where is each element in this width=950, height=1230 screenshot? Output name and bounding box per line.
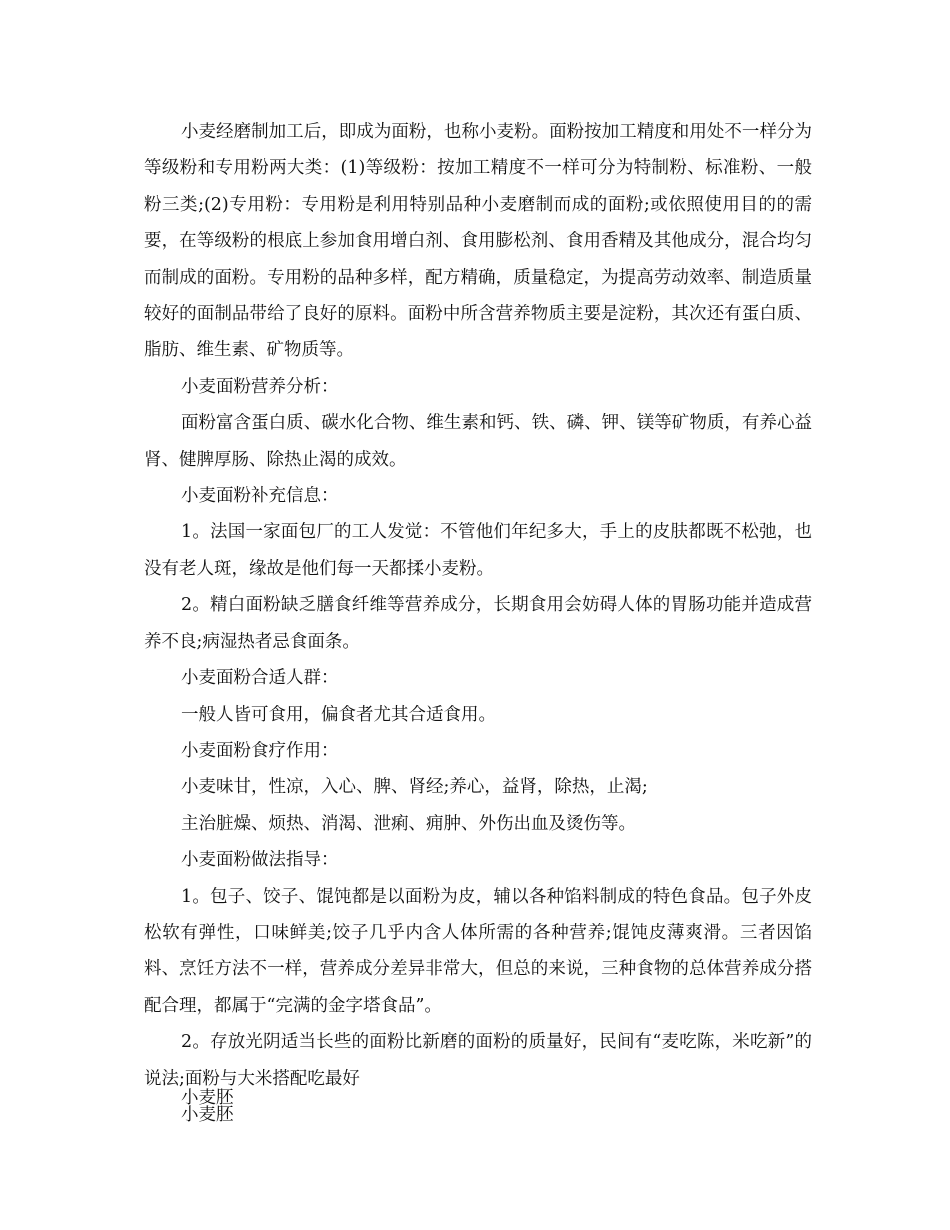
document-body — [144, 114, 812, 1133]
section-heading-wheat-germ: 小麦胚 — [181, 1104, 234, 1125]
cooking-item-1: 1。包子、饺子、馄饨都是以面粉为皮，辅以各种馅料制成的特色食品。包子外皮松软有弹性，口味鲜美;饺子几乎内含人体所需的各种营养;馄饨皮薄爽滑。三者因馅料、烹饪方法不一样，营养成分差异非常大，但总的来说，三种食物的总体营养成分搭配合理，都属于“完满的金字塔食品”。 — [144, 886, 812, 1016]
section-heading-therapy: 小麦面粉食疗作用： — [181, 740, 339, 761]
section-heading-nutrition: 小麦面粉营养分析： — [181, 376, 339, 397]
section-heading-supplement: 小麦面粉补充信息： — [181, 486, 339, 507]
supplement-item-1: 1。法国一家面包厂的工人发觉：不管他们年纪多大，手上的皮肤都既不松弛，也没有老人斑，缘故是他们每一天都揉小麦粉。 — [144, 522, 812, 579]
nutrition-paragraph: 面粉富含蛋白质、碳水化合物、维生素和钙、铁、磷、钾、镁等矿物质，有养心益肾、健脾厚肠、除热止渴的成效。 — [144, 413, 812, 470]
intro-paragraph: 小麦经磨制加工后，即成为面粉，也称小麦粉。面粉按加工精度和用处不一样分为等级粉和专用粉两大类：(1)等级粉：按加工精度不一样可分为特制粉、标准粉、一般粉三类;(2)专用粉：专用粉是利用特别品种小麦磨制而成的面粉;或依照使用目的的需要，在等级粉的根底上参加食用增白剂、食用膨松剂、食用香精及其他成分，混合均匀而制成的面粉。专用粉的品种多样，配方精确，质量稳定，为提高劳动效率、制造质量较好的面制品带给了良好的原料。面粉中所含营养物质主要是淀粉，其次还有蛋白质、脂肪、维生素、矿物质等。 — [144, 122, 812, 361]
suitable-people-paragraph: 一般人皆可食用，偏食者尤其合适食用。 — [181, 704, 496, 725]
section-heading-suitable-people: 小麦面粉合适人群： — [181, 668, 339, 689]
therapy-line-1: 小麦味甘，性凉，入心、脾、肾经;养心，益肾，除热，止渴; — [181, 777, 648, 798]
supplement-item-2: 2。精白面粉缺乏膳食纤维等营养成分，长期食用会妨碍人体的胃肠功能并造成营养不良;病湿热者忌食面条。 — [144, 595, 812, 652]
page-bottom-heading: 小麦胚 — [181, 1088, 234, 1108]
section-heading-cooking: 小麦面粉做法指导： — [181, 850, 339, 871]
cooking-item-2: 2。存放光阴适当长些的面粉比新磨的面粉的质量好，民间有“麦吃陈，米吃新”的说法;面粉与大米搭配吃最好 — [144, 1032, 812, 1089]
therapy-line-2: 主治脏燥、烦热、消渴、泄痢、痈肿、外伤出血及烫伤等。 — [181, 813, 636, 834]
